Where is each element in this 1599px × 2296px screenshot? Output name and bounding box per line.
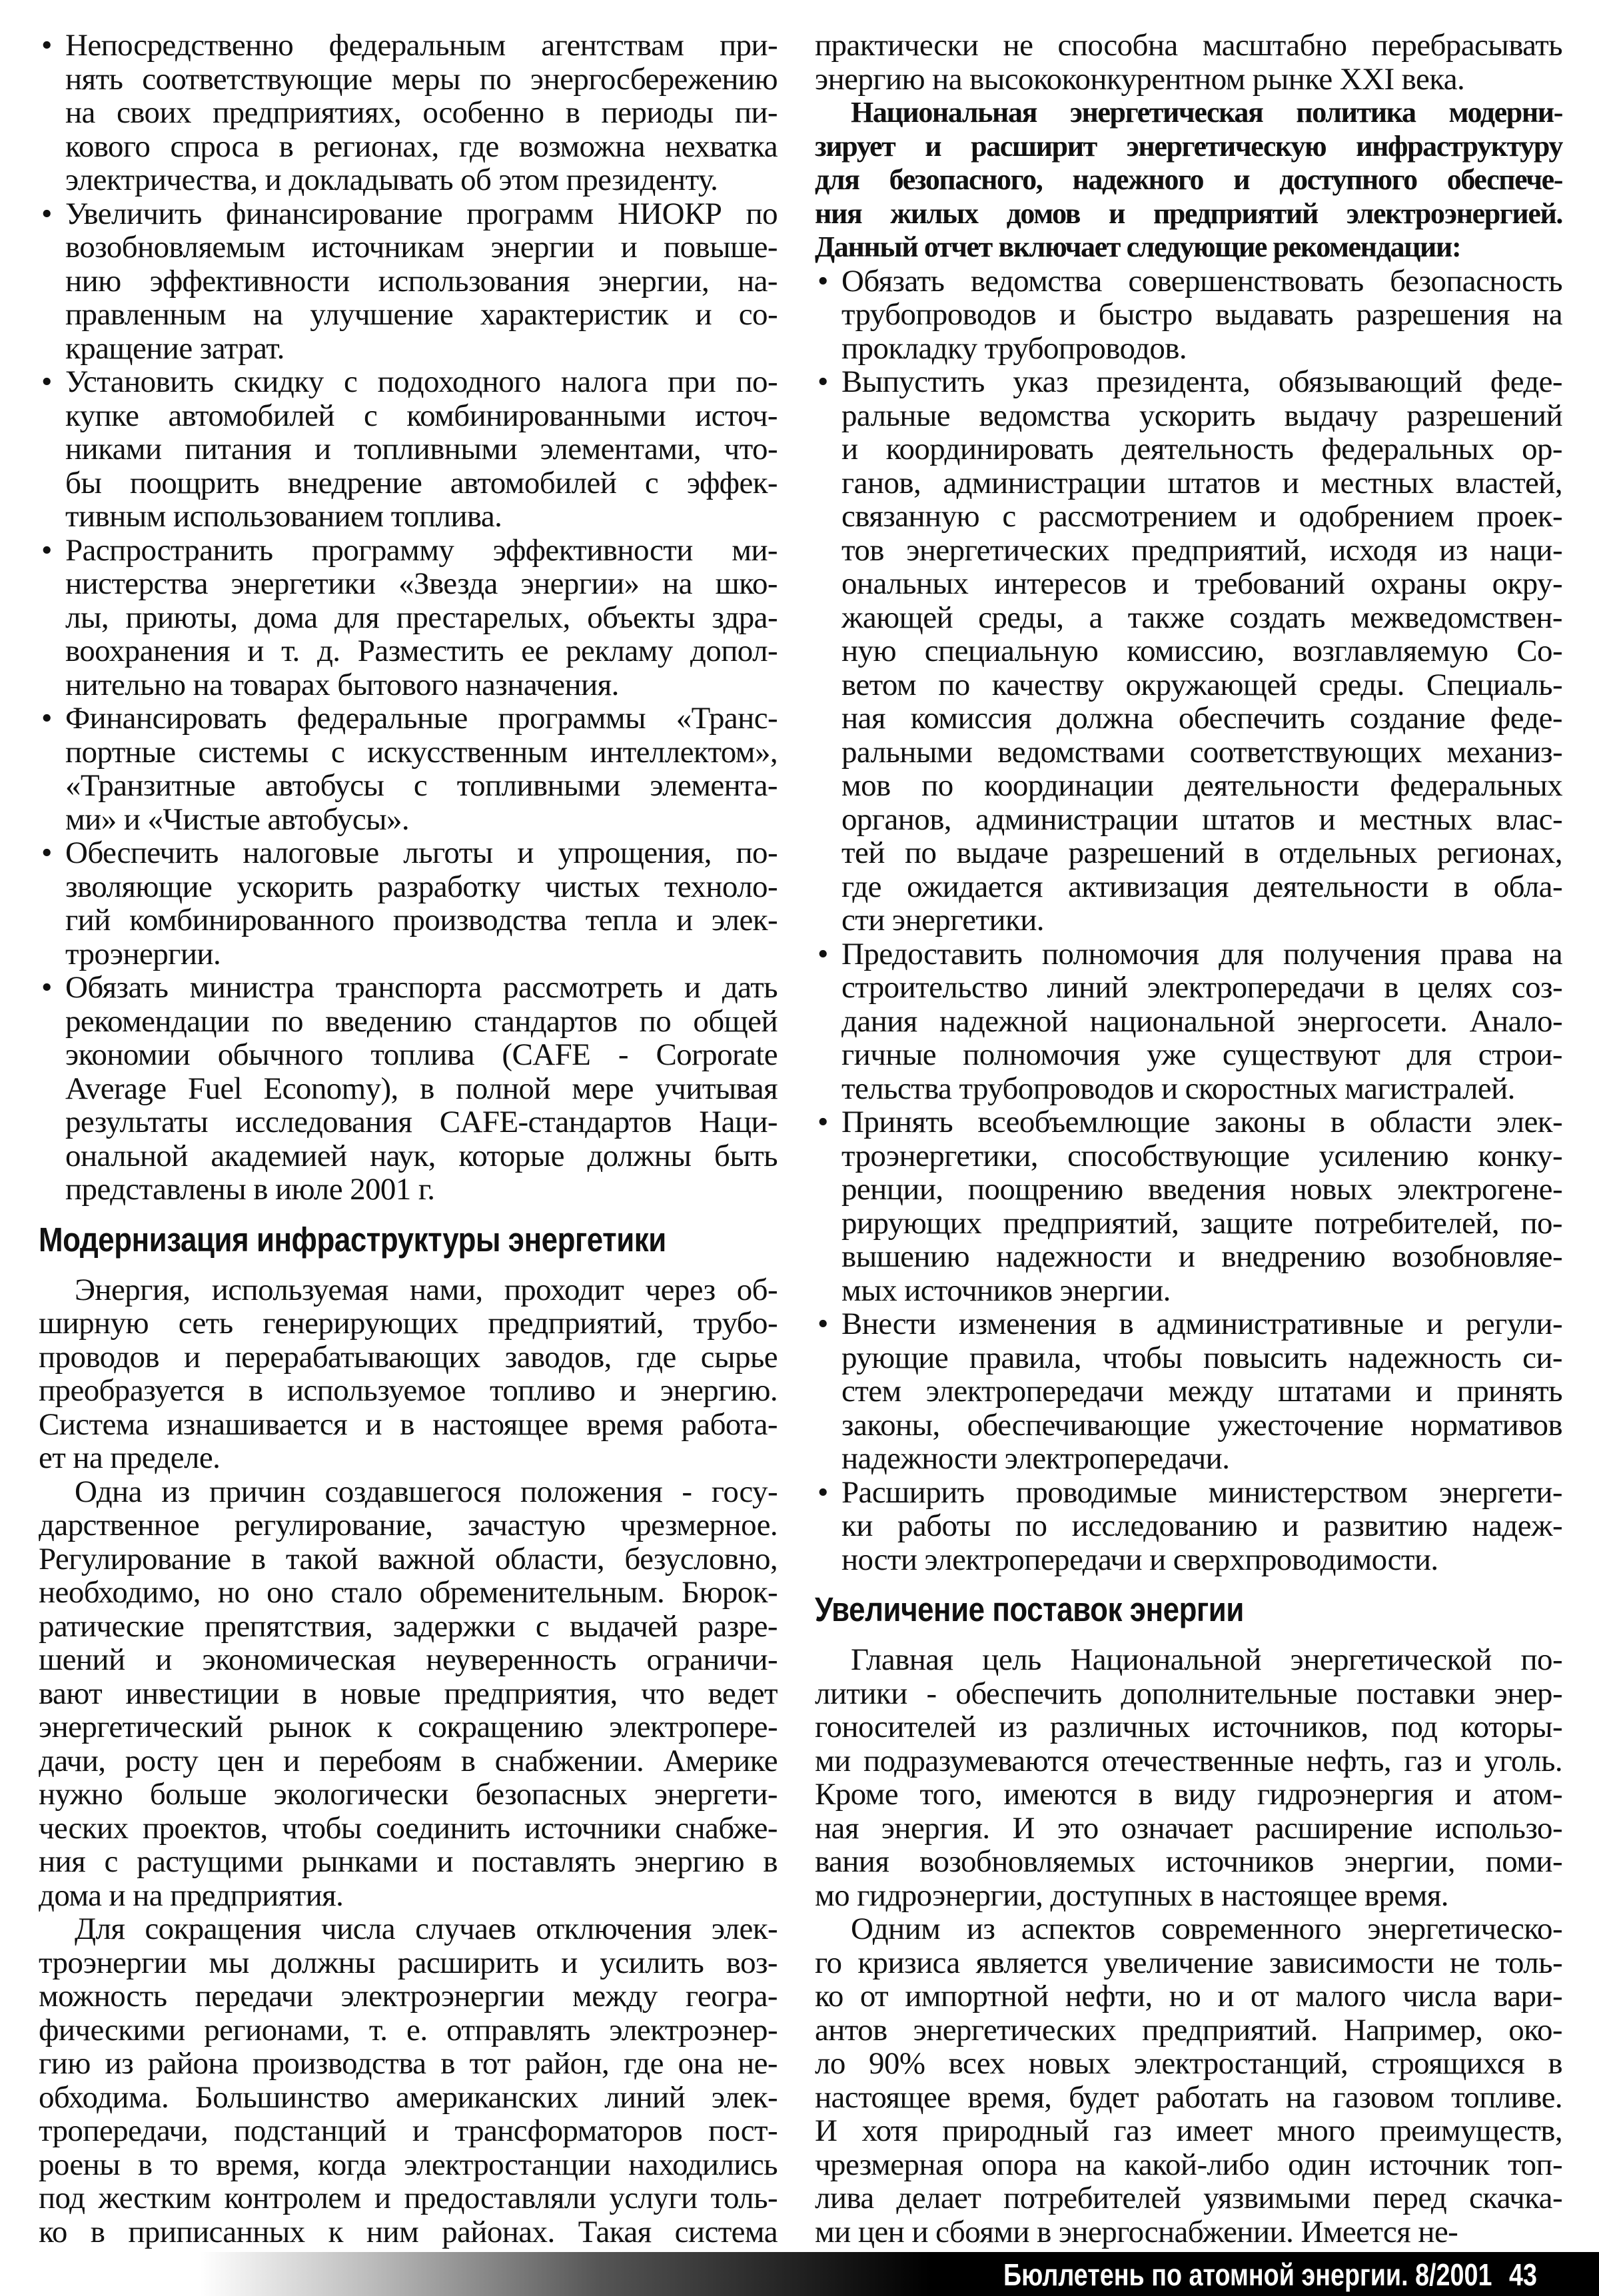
text-line: мов по координации деятельности федеральных — [841, 768, 1562, 803]
text-line: связанную с рассмотрением и одобрением проек- — [841, 499, 1562, 534]
text-line: Финансировать федеральные программы «Транс- — [65, 701, 778, 736]
text-line: портные системы с искусственным интеллектом», — [65, 734, 778, 770]
text-line: практически не способна масштабно перебрасывать — [815, 28, 1562, 63]
text-line: троэнергии мы должны расширить и усилить воз- — [39, 1945, 778, 1980]
text-line: Обязать министра транспорта рассмотреть и дать — [65, 970, 778, 1005]
text-line: «Транзитные автобусы с топливными элемента- — [65, 768, 778, 803]
bullet-item — [39, 29, 778, 197]
text-line: троэнергетики, способствующие усилению конку- — [841, 1138, 1562, 1173]
bullet-icon: • — [817, 263, 829, 298]
text-line: Обеспечить налоговые льготы и упрощения, по- — [65, 836, 778, 870]
text-line: дачи, росту цен и перебоям в снабжении. Америке — [39, 1743, 778, 1778]
text-line: кового спроса в регионах, где возможна нехватка — [65, 129, 778, 164]
text-line: ния с растущими рынками и поставлять энергию в — [39, 1844, 778, 1879]
paragraph — [815, 96, 1562, 265]
text-line: Главная цель Национальной энергетической по- — [851, 1642, 1562, 1677]
text-line: ральные ведомства ускорить выдачу разрешений — [841, 398, 1562, 433]
bullet-item — [39, 702, 778, 836]
text-line: гий комбинированного производства тепла и элек- — [65, 903, 778, 937]
bullet-icon: • — [41, 532, 53, 568]
text-line: экономии обычного топлива (CAFE - Corporate — [65, 1037, 778, 1072]
paragraph — [39, 1912, 778, 2249]
text-line: обходима. Большинство американских линий элек- — [39, 2079, 778, 2115]
text-line: тропередачи, подстанций и трансформаторов пост- — [39, 2113, 778, 2148]
page-number: 43 — [1509, 2257, 1537, 2292]
text-line: ренции, поощрению введения новых электрогене- — [841, 1172, 1562, 1207]
text-line: Энергия, используемая нами, проходит через об- — [75, 1272, 778, 1307]
bullet-item — [815, 265, 1562, 366]
text-line: нию эффективности использования энергии, на- — [65, 263, 778, 298]
bullet-icon: • — [817, 1105, 829, 1139]
text-line: ратические препятствия, задержки с выдачей разре- — [39, 1608, 778, 1644]
section-heading: Увеличение поставок энергии — [815, 1590, 1244, 1628]
bullet-icon: • — [41, 196, 53, 231]
text-line: Одним из аспектов современного энергетическо- — [851, 1912, 1562, 1946]
text-line: ко от импортной нефти, но и от малого числа вари- — [815, 1979, 1562, 2013]
text-line: результаты исследования CAFE-стандартов Наци- — [65, 1105, 778, 1139]
text-line: где ожидается активизация деятельности в обла- — [841, 869, 1562, 904]
text-line: на своих предприятиях, особенно в периоды пи- — [65, 95, 778, 130]
text-line: нительно на товарах бытового назначения. — [65, 667, 619, 702]
text-line: антов энергетических предприятий. Например, око- — [815, 2012, 1562, 2047]
text-line: лы, приюты, дома для престарелых, объекты здра- — [65, 600, 778, 635]
text-line: зволяющие ускорить разработку чистых техноло- — [65, 869, 778, 904]
text-line: законы, обеспечивающие ужесточение нормативов — [841, 1407, 1562, 1442]
text-line: сти энергетики. — [841, 903, 1044, 937]
text-line: Установить скидку с подоходного налога при по- — [65, 364, 778, 399]
bullet-item — [815, 1307, 1562, 1476]
text-line: гичные полномочия уже существуют для строи- — [841, 1037, 1562, 1072]
text-line: шений и экономическая неуверенность ограничи- — [39, 1642, 778, 1677]
text-line: фическими регионами, т. е. отправлять электроэнер- — [39, 2012, 778, 2047]
text-line: Внести изменения в административные и регули- — [841, 1307, 1562, 1341]
text-line: ганов, администрации штатов и местных властей, — [841, 465, 1562, 500]
text-line: Выпустить указ президента, обязывающий феде- — [841, 364, 1562, 399]
text-line: Распространить программу эффективности ми- — [65, 532, 778, 568]
text-line: бы поощрить внедрение автомобилей с эффек- — [65, 465, 778, 500]
text-line: тельства трубопроводов и скоростных магистралей. — [841, 1071, 1515, 1106]
bullet-item — [39, 836, 778, 971]
bullet-item — [815, 365, 1562, 937]
text-line: возобновляемым источникам энергии и повыше- — [65, 230, 778, 265]
text-line: настоящее время, будет работать на газовом топливе. — [815, 2079, 1562, 2115]
text-line: ло 90% всех новых электростанций, строящихся в — [815, 2046, 1562, 2081]
text-line: нять соответствующие меры по энергосбережению — [65, 61, 778, 97]
text-line: тов энергетических предприятий, исходя из наци- — [841, 532, 1562, 568]
text-line: нистерства энергетики «Звезда энергии» на шко- — [65, 566, 778, 601]
text-line: Регулирование в такой важной области, безусловно, — [39, 1541, 778, 1576]
paragraph — [815, 1912, 1562, 2249]
text-line: ности электропередачи и сверхпроводимости. — [841, 1542, 1438, 1577]
text-line: чрезмерная опора на какой-либо один источник топ- — [815, 2147, 1562, 2182]
text-line: Увеличить финансирование программ НИОКР по — [65, 196, 778, 231]
bullet-item — [815, 1105, 1562, 1307]
text-line: никами питания и топливными элементами, что- — [65, 432, 778, 466]
text-line: ния жилых домов и предприятий электроэнергией. — [815, 197, 1562, 230]
text-line: вают инвестиции в новые предприятия, что ведет — [39, 1676, 778, 1711]
text-line: электричества, и докладывать об этом президенту. — [65, 163, 718, 197]
text-line: гию из района производства в тот район, где она не- — [39, 2046, 778, 2081]
text-line: Принять всеобъемлющие законы в области элек- — [841, 1105, 1562, 1139]
text-line: энергетический рынок к сокращению электропере- — [39, 1710, 778, 1744]
text-line: трубопроводов и быстро выдавать разрешения на — [841, 297, 1562, 332]
bullet-icon: • — [817, 364, 829, 399]
text-line: кращение затрат. — [65, 330, 284, 366]
paragraph — [815, 1643, 1562, 1912]
text-line: ональной академией наук, которые должны быть — [65, 1138, 778, 1173]
text-line: ональных интересов и требований охраны окру- — [841, 566, 1562, 601]
text-line: мых источников энергии. — [841, 1273, 1171, 1308]
text-line: мо гидроэнергии, доступных в настоящее время. — [815, 1878, 1448, 1913]
text-line: купке автомобилей с комбинированными источ- — [65, 398, 778, 433]
text-line: представлены в июле 2001 г. — [65, 1172, 435, 1207]
text-line: Average Fuel Economy), в полной мере учитывая — [65, 1071, 778, 1106]
text-line: Предоставить полномочия для получения права на — [841, 936, 1562, 971]
text-line: можность передачи электроэнергии между геогра- — [39, 1979, 778, 2013]
text-line: Кроме того, имеются в виду гидроэнергия и атом- — [815, 1777, 1562, 1812]
text-line: Расширить проводимые министерством энергети- — [841, 1474, 1562, 1510]
text-line: надежности электропередачи. — [841, 1441, 1230, 1476]
text-line: И хотя природный газ имеет много преимуществ, — [815, 2113, 1562, 2148]
text-line: Национальная энергетическая политика модерни- — [851, 96, 1562, 129]
paragraph — [39, 1475, 778, 1913]
text-line: под жестким контролем и предоставляли услуги толь- — [39, 2181, 778, 2215]
footer-journal-title: Бюллетень по атомной энергии. 8/2001 — [1003, 2257, 1492, 2292]
text-line: ветом по качеству окружающей среды. Специаль- — [841, 667, 1562, 702]
text-line: го кризиса является увеличение зависимости не толь- — [815, 1945, 1562, 1980]
text-line: литики - обеспечить дополнительные поставки энер- — [815, 1676, 1562, 1711]
section-heading: Модернизация инфраструктуры энергетики — [39, 1220, 666, 1259]
bullet-item — [39, 971, 778, 1207]
text-line: воохранения и т. д. Разместить ее рекламу допол- — [65, 634, 778, 668]
text-line: стем электропередачи между штатами и принять — [841, 1374, 1562, 1409]
text-line: дома и на предприятия. — [39, 1878, 344, 1913]
bullet-item — [815, 1476, 1562, 1577]
right-column — [815, 29, 1562, 2249]
bullet-icon: • — [41, 836, 53, 870]
text-line: ная комиссия должна обеспечить создание феде- — [841, 701, 1562, 736]
text-line: рекомендации по введению стандартов по общей — [65, 1003, 778, 1039]
text-line: Система изнашивается и в настоящее время работа- — [39, 1407, 778, 1442]
text-line: ческих проектов, чтобы соединить источники снабже- — [39, 1810, 778, 1846]
text-line: ная энергия. И это означает расширение использо- — [815, 1810, 1562, 1846]
text-line: троэнергии. — [65, 936, 221, 971]
text-line: органов, администрации штатов и местных влас- — [841, 802, 1562, 837]
text-line: гоносителей из различных источников, под которы- — [815, 1710, 1562, 1744]
text-line: ми подразумеваются отечественные нефть, газ и уголь. — [815, 1743, 1562, 1778]
text-line: лива делает потребителей уязвимыми перед скачка- — [815, 2181, 1562, 2215]
text-line: ко в приписанных к ним районах. Такая система — [39, 2214, 778, 2249]
text-line: энергию на высококонкурентном рынке XXI века. — [815, 61, 1465, 97]
text-line: зирует и расширит энергетическую инфраструктуру — [815, 129, 1562, 163]
text-line: рирующих предприятий, защите потребителей, по- — [841, 1205, 1562, 1241]
bullet-item — [39, 534, 778, 702]
text-line: тивным использованием топлива. — [65, 499, 502, 534]
text-line: вышению надежности и внедрению возобновляе- — [841, 1239, 1562, 1274]
text-line: вания возобновляемых источников энергии, поми- — [815, 1844, 1562, 1879]
bullet-icon: • — [817, 1307, 829, 1341]
text-line: рующие правила, чтобы повысить надежность си- — [841, 1340, 1562, 1375]
text-line: дарственное регулирование, зачастую чрезмерное. — [39, 1508, 778, 1542]
text-line: ки работы по исследованию и развитию надеж- — [841, 1508, 1562, 1543]
text-line: Непосредственно федеральным агентствам при- — [65, 28, 778, 63]
bullet-item — [815, 937, 1562, 1106]
bullet-icon: • — [41, 701, 53, 736]
paragraph — [815, 29, 1562, 96]
text-line: проводов и перерабатывающих заводов, где сырье — [39, 1339, 778, 1375]
text-line: строительство линий электропередачи в целях соз- — [841, 970, 1562, 1005]
text-line: роены в то время, когда электростанции находились — [39, 2147, 778, 2182]
text-line: Одна из причин создавшегося положения - госу- — [75, 1474, 778, 1509]
text-line: Обязать ведомства совершенствовать безопасность — [841, 263, 1562, 298]
text-line: правленным на улучшение характеристик и со- — [65, 297, 778, 332]
text-line: ми цен и сбоями в энергоснабжении. Имеется не- — [815, 2214, 1458, 2249]
bullet-item — [39, 197, 778, 366]
text-line: ную специальную комиссию, возглавляемую Со- — [841, 634, 1562, 668]
text-line: ми» и «Чистые автобусы». — [65, 802, 410, 837]
text-line: Для сокращения числа случаев отключения элек- — [75, 1912, 778, 1946]
text-line: и координировать деятельность федеральных ор- — [841, 432, 1562, 466]
bullet-icon: • — [41, 970, 53, 1005]
text-line: тей по выдаче разрешений в отдельных регионах, — [841, 836, 1562, 870]
text-line: ральными ведомствами соответствующих механиз- — [841, 734, 1562, 770]
text-line: нужно больше экологически безопасных энергети- — [39, 1777, 778, 1812]
text-line: необходимо, но оно стало обременительным. Бюрок- — [39, 1575, 778, 1610]
text-line: Данный отчет включает следующие рекомендации: — [815, 231, 1461, 263]
bullet-icon: • — [817, 936, 829, 971]
text-line: прокладку трубопроводов. — [841, 330, 1187, 366]
left-column — [39, 29, 778, 2249]
text-line: преобразуется в используемое топливо и энергию. — [39, 1373, 778, 1408]
text-line: для безопасного, надежного и доступного обеспече- — [815, 163, 1562, 196]
bullet-icon: • — [817, 1474, 829, 1510]
bullet-icon: • — [41, 28, 53, 63]
paragraph — [39, 1273, 778, 1475]
text-line: дания надежной национальной энергосети. Анало- — [841, 1003, 1562, 1039]
text-line: ет на пределе. — [39, 1440, 221, 1475]
text-line: ширную сеть генерирующих предприятий, трубо- — [39, 1306, 778, 1341]
text-line: жающей среды, а также создать межведомствен- — [841, 600, 1562, 635]
bullet-icon: • — [41, 364, 53, 399]
bullet-item — [39, 365, 778, 534]
